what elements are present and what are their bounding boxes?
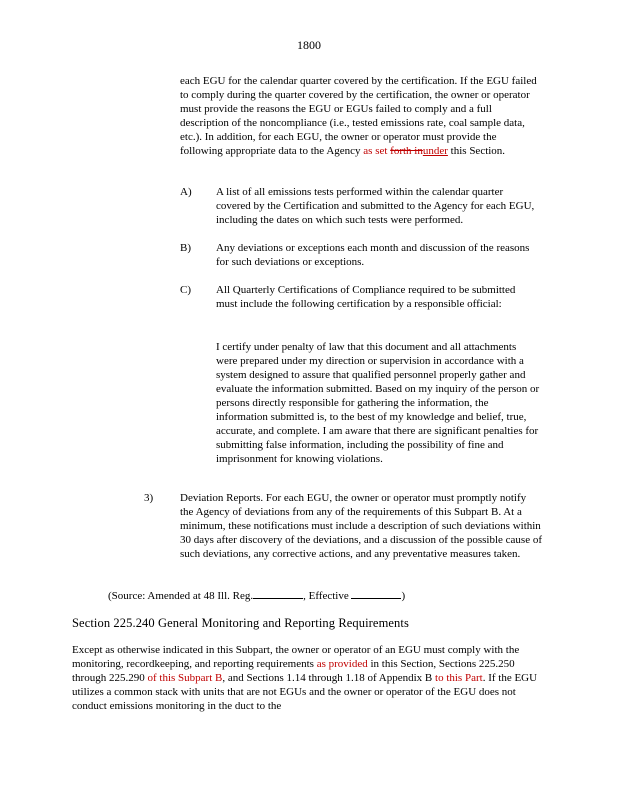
body-text: . If the EGU utilizes a common stack with units that are not EGUs and the owner or operator of the EGU does not conduct emissions monitoring in the duct to the: [72, 672, 538, 712]
inserted-text: under: [422, 145, 448, 157]
certification-statement: I certify under penalty of law that this document and all attachments were prepared under my direction or supervision in accordance with a system designed to assure that qualified personnel properly gather and evaluate the information submitted. Based on my inquiry of the person or persons directly responsible for gathering the information, the information submitted is, to the best of my knowledge and belief, true, accurate, and complete. I am aware that there are significant penalties for submitting false information, including the possibility of fine and imprisonment for knowing violations.: [216, 341, 540, 465]
intro-text: each EGU for the calendar quarter covered by the certification. If the EGU failed to comply during the quarter covered by the certification, the owner or operator must provide the reasons the EGU or EGUs failed to comply and a full description of the noncompliance (i.e., tested emissions rate, coal sample data, etc.). In addition, for each EGU, the owner or operator must provide the following appropriate data to the Agency: [180, 75, 537, 157]
item-label: A): [180, 186, 192, 198]
source-middle: , Effective: [303, 590, 352, 602]
inserted-text: to this Part: [432, 672, 483, 684]
item-label: B): [180, 242, 191, 254]
item-text: All Quarterly Certifications of Compliance required to be submitted must include the following certification by a responsible official:: [216, 284, 516, 310]
inserted-text: of this Subpart B: [144, 672, 223, 684]
blank-line: [351, 588, 401, 599]
item-text: A list of all emissions tests performed within the calendar quarter covered by the Certification and submitted to the Agency for each EGU, including the dates on which such tests were performed.: [216, 186, 535, 226]
item-label: C): [180, 284, 191, 296]
section-heading: Section 225.240 General Monitoring and Reporting Requirements: [72, 616, 409, 630]
deviation-reports-paragraph: Deviation Reports. For each EGU, the owner or operator must promptly notify the Agency of deviations from any of the requirements of this Subpart B. At a minimum, these notifications must include a description of such deviations within 30 days after discovery of the deviations, and a discussion of the possible cause of such deviations, any corrective actions, and any preventative measures taken.: [180, 492, 542, 560]
source-note: [108, 588, 508, 603]
item-label: 3): [144, 492, 154, 504]
deleted-text: forth in: [390, 145, 423, 157]
intro-paragraph: [180, 74, 540, 158]
page-number: 1800: [297, 38, 321, 52]
source-prefix: (Source: Amended at 48 Ill. Reg.: [108, 590, 254, 602]
source-suffix: ): [401, 590, 406, 602]
inserted-text: as provided: [316, 658, 368, 670]
body-text: in this Section, Sections 225.250 through 225.290: [72, 658, 515, 684]
body-paragraph: [72, 643, 542, 713]
intro-text-end: this Section.: [447, 145, 506, 157]
inserted-text: as set: [360, 145, 388, 157]
item-text: Any deviations or exceptions each month and discussion of the reasons for such deviations or exceptions.: [216, 242, 530, 268]
blank-line: [253, 588, 303, 599]
body-text: , and Sections 1.14 through 1.18 of Appendix B: [222, 672, 433, 684]
body-text: Except as otherwise indicated in this Subpart, the owner or operator of an EGU must comply with the monitoring, recordkeeping, and reporting requirements: [72, 644, 520, 670]
